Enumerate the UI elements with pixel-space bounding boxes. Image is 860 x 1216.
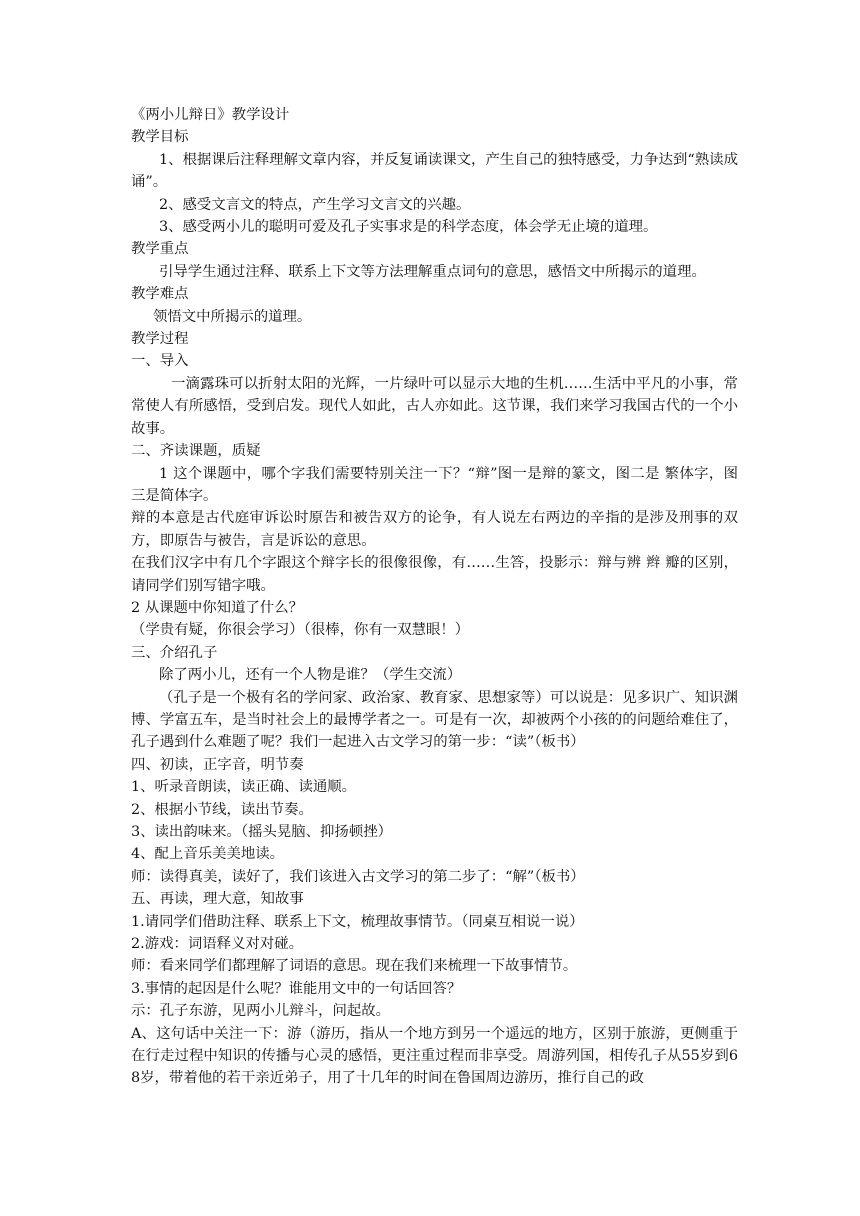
section-3-heading: 三、介绍孔子 [131, 644, 218, 661]
key-points-text: 引导学生通过注释、联系上下文等方法理解重点词句的意思，感悟文中所揭示的道理。 [159, 263, 706, 280]
goal-item-3: 3、感受两小儿的聪明可爱及孔子实事求是的科学态度，体会学无止境的道理。 [159, 219, 658, 236]
section-2-item-2: 2 从课题中你知道了什么？ [131, 599, 304, 616]
goal-item-1: 1、根据课后注释理解文章内容，并反复诵读课文，产生自己的独特感受，力争达到“熟读成诵”。 [131, 151, 738, 191]
section-4-item-2: 2、根据小节线，读出节奏。 [131, 801, 313, 818]
heading-difficulties: 教学难点 [131, 286, 189, 303]
section-4-item-3: 3、读出韵味来。（摇头晃脑、抑扬顿挫） [131, 824, 392, 840]
section-4-teacher: 师：读得真美，读好了，我们该进入古文学习的第二步了：“解”（板书） [131, 868, 585, 885]
heading-teaching-goals: 教学目标 [131, 129, 189, 146]
section-5-item-1: 1.请同学们借助注释、联系上下文，梳理故事情节。（同桌互相说一说） [131, 913, 584, 930]
section-5-note-a: A、这句话中关注一下：游（游历，指从一个地方到另一个遥远的地方，区别于旅游，更侧重于在行走过程中知识的传播与心灵的感悟，更注重过程而非享受。周游列国，相传孔子从55岁到68岁，带着他的若干亲近弟子，用了十几年的时间在鲁国周边游历，推行自己的政 [131, 1025, 738, 1087]
section-5-teacher: 师：看来同学们都理解了词语的意思。现在我们来梳理一下故事情节。 [131, 958, 578, 975]
section-5-item-2: 2.游戏：词语释义对对碰。 [131, 936, 304, 953]
document-page [131, 104, 738, 1090]
difficulties-text: 领悟文中所揭示的道理。 [153, 308, 312, 325]
heading-process: 教学过程 [131, 331, 189, 348]
heading-key-points: 教学重点 [131, 241, 189, 258]
goal-item-2: 2、感受文言文的特点，产生学习文言文的兴趣。 [159, 196, 471, 213]
section-1-text: 一滴露珠可以折射太阳的光辉，一片绿叶可以显示大地的生机……生活中平凡的小事，常常使人有所感悟，受到启发。现代人如此，古人亦如此。这节课，我们来学习我国古代的一个小故事。 [131, 375, 738, 437]
section-3-question: 除了两小儿，还有一个人物是谁？（学生交流） [159, 667, 462, 684]
section-5-heading: 五、再读，理大意，知故事 [131, 891, 304, 908]
section-2-heading: 二、齐读课题，质疑 [131, 443, 261, 460]
section-1-heading: 一、导入 [131, 353, 189, 370]
section-5-show: 示：孔子东游，见两小儿辩斗，问起故。 [131, 1003, 391, 1020]
section-2-text-1: 辩的本意是古代庭审诉讼时原告和被告双方的论争，有人说左右两边的辛指的是涉及刑事的双方，即原告与被告，言是诉讼的意思。 [131, 510, 738, 549]
section-2-text-2: 在我们汉字中有几个字跟这个辩字长的很像很像，有……生答，投影示：辩与辨 辫 瓣的区别，请同学们别写错字哦。 [131, 555, 738, 594]
section-2-note: （学贵有疑，你很会学习）（很棒，你有一双慧眼！） [131, 622, 470, 639]
section-5-item-3: 3.事情的起因是什么呢？谁能用文中的一句话回答？ [131, 980, 462, 997]
document-title: 《两小儿辩日》教学设计 [131, 107, 290, 123]
section-4-item-1: 1、听录音朗读，读正确、读通顺。 [131, 779, 357, 796]
section-4-heading: 四、初读，正字音，明节奏 [131, 756, 304, 773]
section-4-item-4: 4、配上音乐美美地读。 [131, 846, 285, 863]
section-3-text: （孔子是一个极有名的学问家、政治家、教育家、思想家等）可以说是：见多识广、知识渊博、学富五车，是当时社会上的最博学者之一。可是有一次，却被两个小孩的的问题给难住了，孔子遇到什么难题了呢？我们一起进入古文学习的第一步：“读”（板书） [131, 689, 738, 751]
section-2-item-1: 1 这个课题中，哪个字我们需要特别关注一下？“辩”图一是辩的篆文，图二是 繁体字，图三是简体字。 [131, 465, 738, 504]
